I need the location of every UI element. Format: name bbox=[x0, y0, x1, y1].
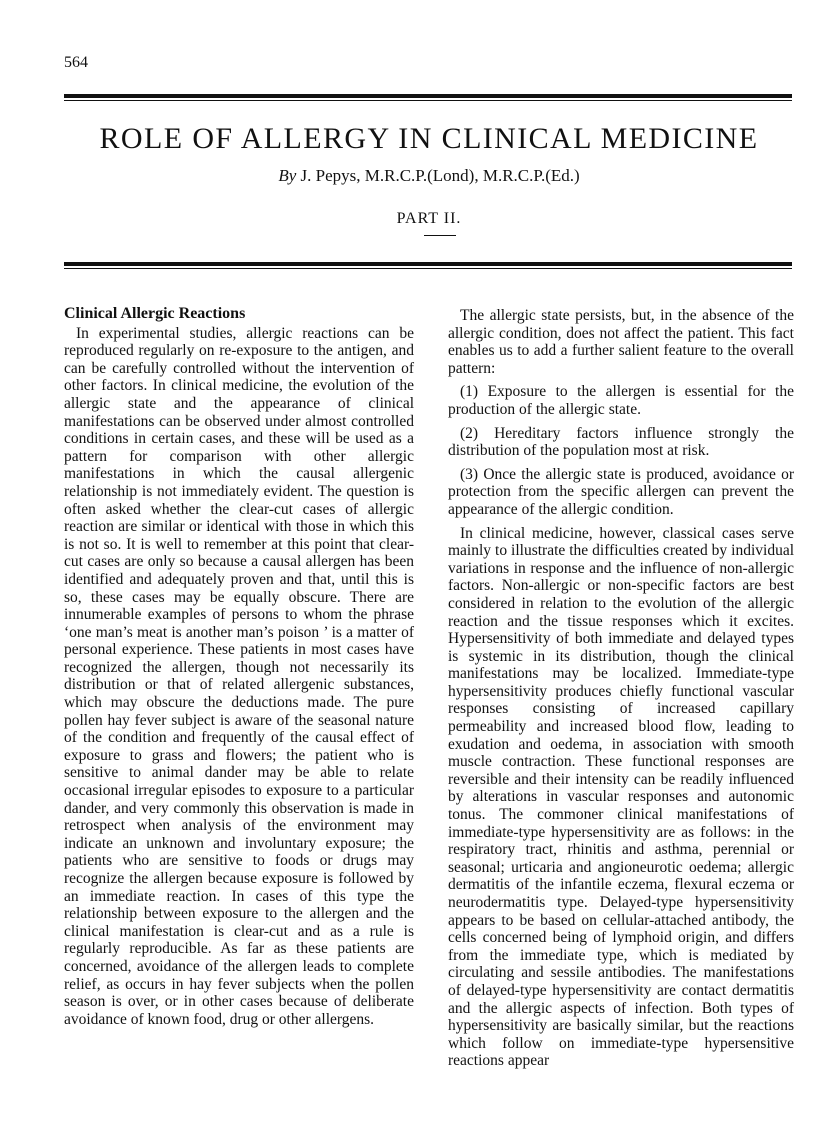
article-title: ROLE OF ALLERGY IN CLINICAL MEDICINE bbox=[99, 122, 759, 155]
section-rule bbox=[64, 262, 792, 269]
part-underline bbox=[424, 235, 456, 236]
list-item: (2) Hereditary factors influence strongly the distribution of the population most at risk. bbox=[448, 424, 794, 460]
list-item: (3) Once the allergic state is produced, avoidance or protection from the specific allergen can prevent the appearance of the allergic condition. bbox=[448, 465, 794, 518]
right-column bbox=[448, 307, 794, 1070]
section-heading: Clinical Allergic Reactions bbox=[64, 305, 246, 322]
byline-by: By bbox=[278, 166, 297, 185]
page-number: 564 bbox=[64, 54, 88, 71]
part-label: PART II. bbox=[396, 210, 462, 227]
byline bbox=[64, 166, 794, 186]
body-paragraph: In clinical medicine, however, classical cases serve mainly to illustrate the difficulties created by individual variations in response and the influence of non-allergic factors. Non-allergic or non-specific factors are best considered in relation to the evolution of the allergic reaction and the tissue responses which it excites. Hypersensitivity of both immediate and delayed types is systemic in its distribution, though the clinical manifestations may be localized. Immediate-type hypersensitivity produces chiefly functional vascular responses consisting of increased capillary permeability and increased blood flow, leading to exudation and oedema, in association with smooth muscle contraction. These functional responses are reversible and their intensity can be readily influenced by alterations in vascular responses and autonomic tonus. The commoner clinical manifestations of immediate-type hypersensitivity are as follows: in the respiratory tract, rhinitis and asthma, perennial or seasonal; urticaria and angioneurotic oedema; allergic dermatitis of the infantile eczema, flexural eczema or neurodermatitis type. Delayed-type hypersensitivity appears to be based on cellular-attached antibody, the cells concerned being of lymphoid origin, and differs from the immediate type, which is mediated by circulating and sessile antibodies. The manifestations of delayed-type hypersensitivity are contact dermatitis and the allergic aspects of infection. Both types of hypersensitivity are basically similar, but the reactions which follow on immediate-type hypersensitive reactions appear bbox=[448, 524, 794, 1070]
body-paragraph: In experimental studies, allergic reactions can be reproduced regularly on re-exposure to the antigen, and can be carefully controlled without the intervention of other factors. In clinical medicine, the evolution of the allergic state and the appearance of clinical manifestations can be observed under almost controlled conditions in certain cases, and these will be used as a pattern for comparison with other allergic manifestations in which the causal allergenic relationship is not immediately evident. The question is often asked whether the clear-cut cases of allergic reaction are similar or identical with those in which this is not so. It is well to remember at this point that clear-cut cases are only so because a causal allergen has been identified and adequately proven and that, until this is so, these cases may be equally obscure. There are innumerable examples of persons to whom the phrase ‘one man’s meat is another man’s poison ’ is a matter of personal experience. These patients in most cases have recognized the allergen, though not necessarily its distribution or that of related allergenic substances, which may obscure the deductions made. The pure pollen hay fever subject is aware of the seasonal nature of the condition and frequently of the causal effect of exposure to grass and flowers; the patient who is sensitive to animal dander may be able to relate occasional irregular episodes to exposure to a particular dander, and very commonly this observation is made in retrospect when analysis of the environment may indicate an unknown and involuntary exposure; the patients who are sensitive to foods or drugs may recognize the allergen because exposure is followed by an immediate reaction. In cases of this type the relationship between exposure to the allergen and the clinical manifestation is clear-cut and as a rule is regularly reproducible. As far as these patients are concerned, avoidance of the allergen leads to complete relief, as occurs in hay fever subjects when the pollen season is over, or in other cases because of deliberate avoidance of known food, drug or other allergens. bbox=[64, 324, 414, 1028]
body-paragraph: The allergic state persists, but, in the absence of the allergic condition, does not affect the patient. This fact enables us to add a further salient feature to the overall pattern: bbox=[448, 307, 794, 377]
left-column bbox=[64, 305, 414, 1028]
header-rule bbox=[64, 94, 792, 101]
byline-author: J. Pepys, M.R.C.P.(Lond), M.R.C.P.(Ed.) bbox=[300, 166, 580, 185]
list-item: (1) Exposure to the allergen is essential for the production of the allergic state. bbox=[448, 383, 794, 418]
